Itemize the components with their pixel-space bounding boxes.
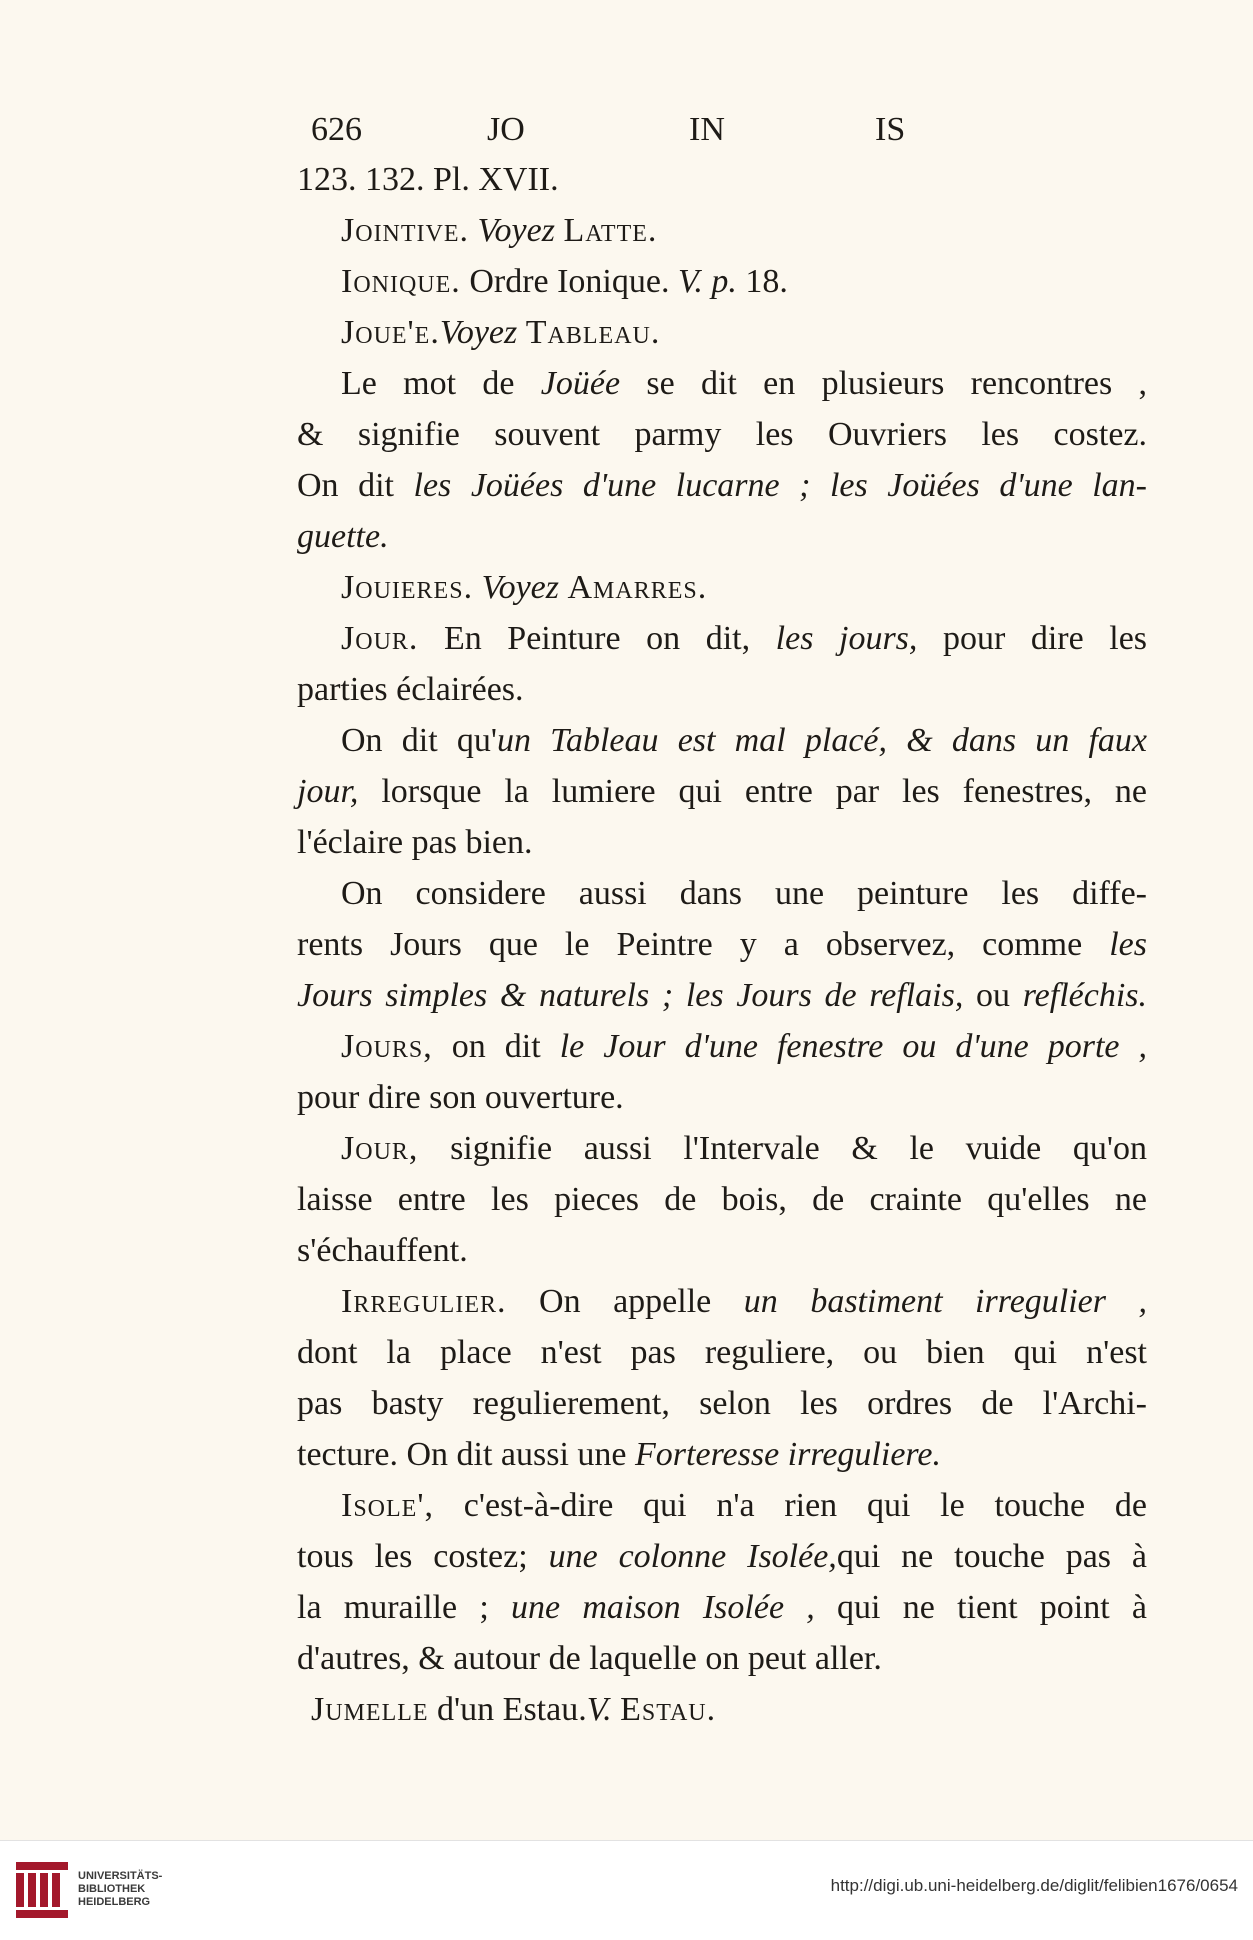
text-run: se dit en plusieurs rencontres , bbox=[646, 365, 1148, 402]
cross-ref-target: Estau. bbox=[620, 1691, 717, 1728]
running-header bbox=[297, 106, 1147, 154]
text-run: Le mot de bbox=[341, 365, 515, 402]
running-head-mid: IN bbox=[689, 111, 725, 148]
cross-ref-label: V. bbox=[586, 1691, 612, 1728]
text-run: On considere aussi dans une peinture les diffe- bbox=[341, 875, 1147, 912]
text-run: tecture. On dit aussi une bbox=[297, 1436, 627, 1473]
text-run: En Peinture on dit, bbox=[443, 620, 751, 657]
text-run: rents Jours que le Peintre y a observez, comme bbox=[297, 926, 1083, 963]
italic-term: le Jour d'une fenestre ou d'une porte , bbox=[559, 1028, 1147, 1065]
entry-headword: Jumelle bbox=[311, 1691, 429, 1728]
library-name bbox=[78, 1870, 162, 1909]
text-run: pas basty regulierement, selon les ordres de l'Archi- bbox=[297, 1385, 1147, 1422]
text-line bbox=[297, 766, 1147, 817]
entry-text: Ordre Ionique. bbox=[469, 263, 670, 300]
italic-term: Jours simples & naturels ; les Jours de reflais, bbox=[297, 977, 964, 1014]
library-name-line: UNIVERSITÄTS- bbox=[78, 1870, 163, 1882]
text-run: dont la place n'est pas reguliere, ou bien qui n'est bbox=[297, 1334, 1147, 1371]
entry-headword: Irregulier. bbox=[341, 1283, 507, 1320]
text-run: signifie aussi l'Intervale & le vuide qu'on bbox=[450, 1130, 1147, 1167]
entry-jointive bbox=[297, 205, 1147, 256]
text-line bbox=[297, 1174, 1147, 1225]
text-run: qui ne tient point à bbox=[837, 1589, 1147, 1626]
text-line bbox=[297, 715, 1147, 766]
plate-reference: 123. 132. Pl. XVII. bbox=[297, 161, 559, 198]
entry-jours bbox=[297, 1021, 1147, 1072]
italic-term: une maison Isolée , bbox=[511, 1589, 815, 1626]
entry-irregulier bbox=[297, 1276, 1147, 1327]
text-line bbox=[297, 1429, 1147, 1480]
italic-term: les jours, bbox=[775, 620, 918, 657]
text-line bbox=[297, 358, 1147, 409]
text-line bbox=[297, 1327, 1147, 1378]
entry-jouieres bbox=[297, 562, 1147, 613]
text-run: la muraille ; bbox=[297, 1589, 489, 1626]
italic-term: guette. bbox=[297, 518, 389, 555]
page-reference: 18. bbox=[745, 263, 788, 300]
text-line bbox=[297, 511, 1147, 562]
cross-ref-target: Tableau. bbox=[525, 314, 661, 351]
entry-jour-2 bbox=[297, 1123, 1147, 1174]
entry-headword: Ionique. bbox=[341, 263, 461, 300]
text-run: pour dire les bbox=[942, 620, 1148, 657]
text-line bbox=[297, 970, 1147, 1021]
text-run: pour dire son ouverture. bbox=[297, 1079, 624, 1116]
entry-headword: Jours, bbox=[341, 1028, 433, 1065]
italic-term: les Joüées d'une lucarne ; les Joüées d'une lan- bbox=[413, 467, 1147, 504]
text-run: d'autres, & autour de laquelle on peut aller. bbox=[297, 1640, 882, 1677]
entry-headword: Jour. bbox=[341, 620, 419, 657]
text-line bbox=[297, 1633, 1147, 1684]
entry-headword: Jointive. bbox=[341, 212, 470, 249]
text-run: & signifie souvent parmy les Ouvriers les costez. bbox=[297, 416, 1147, 453]
text-run: On dit bbox=[297, 467, 394, 504]
text-line bbox=[297, 409, 1147, 460]
running-head-right: IS bbox=[875, 111, 906, 148]
text-run: On appelle bbox=[539, 1283, 712, 1320]
cross-ref-label: Voyez bbox=[481, 569, 559, 606]
italic-term: une colonne Isolée, bbox=[548, 1538, 837, 1575]
text-line bbox=[297, 1072, 1147, 1123]
italic-term: un Tableau est mal placé, & dans un faux bbox=[496, 722, 1148, 759]
text-line bbox=[297, 1225, 1147, 1276]
text-run: parties éclairées. bbox=[297, 671, 524, 708]
entry-jour bbox=[297, 613, 1147, 664]
text-line bbox=[297, 868, 1147, 919]
cross-ref-target: Latte. bbox=[563, 212, 658, 249]
permalink-url[interactable]: http://digi.ub.uni-heidelberg.de/diglit/felibien1676/0654 bbox=[830, 1876, 1238, 1895]
text-run: tous les costez; bbox=[297, 1538, 528, 1575]
viewer-footer bbox=[0, 1840, 1253, 1940]
text-line bbox=[297, 154, 1147, 205]
text-line bbox=[297, 1582, 1147, 1633]
university-library-logo-icon bbox=[14, 1860, 70, 1922]
text-line bbox=[297, 1531, 1147, 1582]
text-run: d'un Estau. bbox=[437, 1691, 587, 1728]
text-run: On dit qu' bbox=[341, 722, 497, 759]
cross-ref-target: Amarres. bbox=[567, 569, 708, 606]
italic-term: Joüée bbox=[540, 365, 621, 402]
entry-headword: Isole', bbox=[341, 1487, 434, 1524]
italic-term: Forteresse irreguliere. bbox=[635, 1436, 941, 1473]
text-run: qui ne touche pas à bbox=[836, 1538, 1148, 1575]
italic-term: les bbox=[1109, 926, 1147, 963]
library-name-line: HEIDELBERG bbox=[78, 1896, 151, 1908]
entry-headword: Jour, bbox=[341, 1130, 419, 1167]
text-run: c'est-à-dire qui n'a rien qui le touche de bbox=[463, 1487, 1147, 1524]
entry-isole bbox=[297, 1480, 1147, 1531]
entry-ionique bbox=[297, 256, 1147, 307]
text-line bbox=[297, 1378, 1147, 1429]
text-run: on dit bbox=[451, 1028, 541, 1065]
running-head-left: JO bbox=[487, 111, 525, 148]
text-run: lorsque la lumiere qui entre par les fenestres, ne bbox=[381, 773, 1148, 810]
text-line bbox=[297, 817, 1147, 868]
text-line bbox=[297, 919, 1147, 970]
entry-headword: Joue'e. bbox=[341, 314, 440, 351]
italic-term: un bastiment irregulier , bbox=[743, 1283, 1148, 1320]
italic-term: jour, bbox=[297, 773, 359, 810]
entry-jumelle bbox=[297, 1684, 1147, 1735]
text-run: laisse entre les pieces de bois, de crainte qu'elles ne bbox=[297, 1181, 1147, 1218]
text-run: ou bbox=[976, 977, 1011, 1014]
entry-jouee bbox=[297, 307, 1147, 358]
text-run: l'éclaire pas bien. bbox=[297, 824, 533, 861]
page-number: 626 bbox=[311, 111, 362, 148]
cross-ref-label: Voyez bbox=[477, 212, 555, 249]
entry-headword: Jouieres. bbox=[341, 569, 474, 606]
italic-term: refléchis. bbox=[1022, 977, 1148, 1014]
library-name-line: BIBLIOTHEK bbox=[78, 1883, 146, 1895]
cross-ref-label: Voyez bbox=[439, 314, 518, 351]
cross-ref-label: V. p. bbox=[677, 263, 737, 300]
text-line bbox=[297, 664, 1147, 715]
page-text bbox=[297, 106, 1147, 1735]
text-line bbox=[297, 460, 1147, 511]
text-run: s'échauffent. bbox=[297, 1232, 468, 1269]
